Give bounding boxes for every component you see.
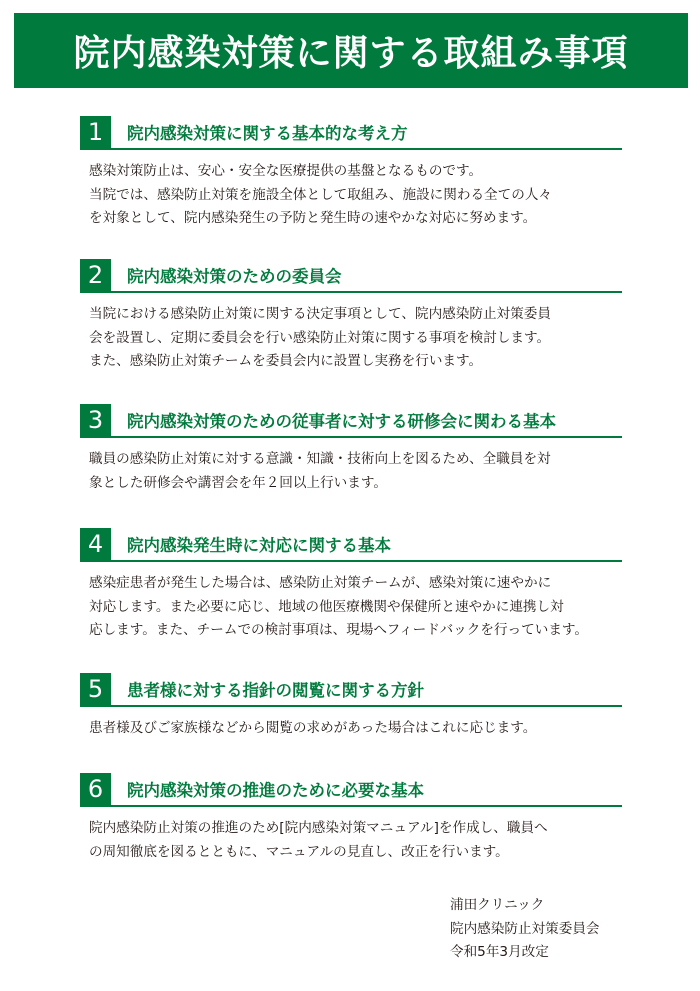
section-title: 院内感染対策のための従事者に対する研修会に関わる基本 <box>127 412 556 431</box>
body-line: 象とした研修会や講習会を年２回以上行います。 <box>89 474 387 491</box>
body-line: また、感染防止対策チームを委員会内に設置し実務を行います。 <box>89 353 483 369</box>
section-body <box>89 717 629 741</box>
section-6 <box>80 773 622 864</box>
signature-block <box>450 894 600 965</box>
section-number: 3 <box>80 404 111 436</box>
section-2 <box>80 259 622 374</box>
section-header <box>80 673 622 707</box>
section-number: 1 <box>80 116 111 148</box>
body-line: 患者様及びご家族様などから閲覧の求めがあった場合はこれに応じます。 <box>89 720 537 736</box>
body-line: の周知徹底を図るとともに、マニュアルの見直し、改正を行います。 <box>89 843 509 860</box>
section-number: 6 <box>80 773 111 805</box>
clinic-name: 浦田クリニック <box>450 897 545 913</box>
revision-date: 令和5年3月改定 <box>450 944 549 960</box>
section-body <box>89 160 629 231</box>
page-title: 院内感染対策に関する取組み事項 <box>73 33 629 74</box>
body-line: 当院における感染防止対策に関する決定事項として、院内感染防止対策委員 <box>89 306 551 322</box>
section-number: 2 <box>80 259 111 291</box>
body-line: 応します。また、チームでの検討事項は、現場へフィードバックを行っています。 <box>89 622 589 638</box>
section-title: 院内感染対策の推進のために必要な基本 <box>127 781 424 800</box>
body-line: 院内感染防止対策の推進のため[院内感染対策マニュアル]を作成し、職員へ <box>89 820 548 836</box>
section-3 <box>80 404 622 495</box>
section-header <box>80 528 622 562</box>
section-number: 5 <box>80 673 111 705</box>
body-line: 感染症患者が発生した場合は、感染防止対策チームが、感染対策に速やかに <box>89 575 552 591</box>
section-body <box>89 448 629 495</box>
section-header <box>80 404 622 438</box>
section-title: 院内感染対策のための委員会 <box>127 267 342 286</box>
section-body <box>89 817 629 864</box>
body-line: 当院では、感染防止対策を施設全体として取組み、施設に関わる全ての人々 <box>89 186 553 203</box>
section-body <box>89 572 629 643</box>
body-line: 感染対策防止は、安心・安全な医療提供の基盤となるものです。 <box>89 163 483 179</box>
section-title: 院内感染発生時に対応に関する基本 <box>127 536 391 555</box>
section-5 <box>80 673 622 741</box>
section-title: 院内感染対策に関する基本的な考え方 <box>127 124 408 143</box>
section-header <box>80 116 622 150</box>
section-body <box>89 303 629 374</box>
section-4 <box>80 528 622 643</box>
body-line: を対象として、院内感染発生の予防と発生時の速やかな対応に努めます。 <box>89 210 537 226</box>
title-banner <box>14 13 688 88</box>
section-header <box>80 259 622 293</box>
section-header <box>80 773 622 807</box>
body-line: 職員の感染防止対策に対する意識・知識・技術向上を図るため、全職員を対 <box>89 451 551 467</box>
body-line: 対応します。また必要に応じ、地域の他医療機関や保健所と速やかに連携し対 <box>89 598 564 615</box>
section-1 <box>80 116 622 231</box>
committee-name: 院内感染防止対策委員会 <box>450 920 600 937</box>
section-number: 4 <box>80 528 111 560</box>
body-line: 会を設置し、定期に委員会を行い感染防止対策に関する事項を検討します。 <box>89 329 551 346</box>
section-title: 患者様に対する指針の閲覧に関する方針 <box>127 681 424 700</box>
